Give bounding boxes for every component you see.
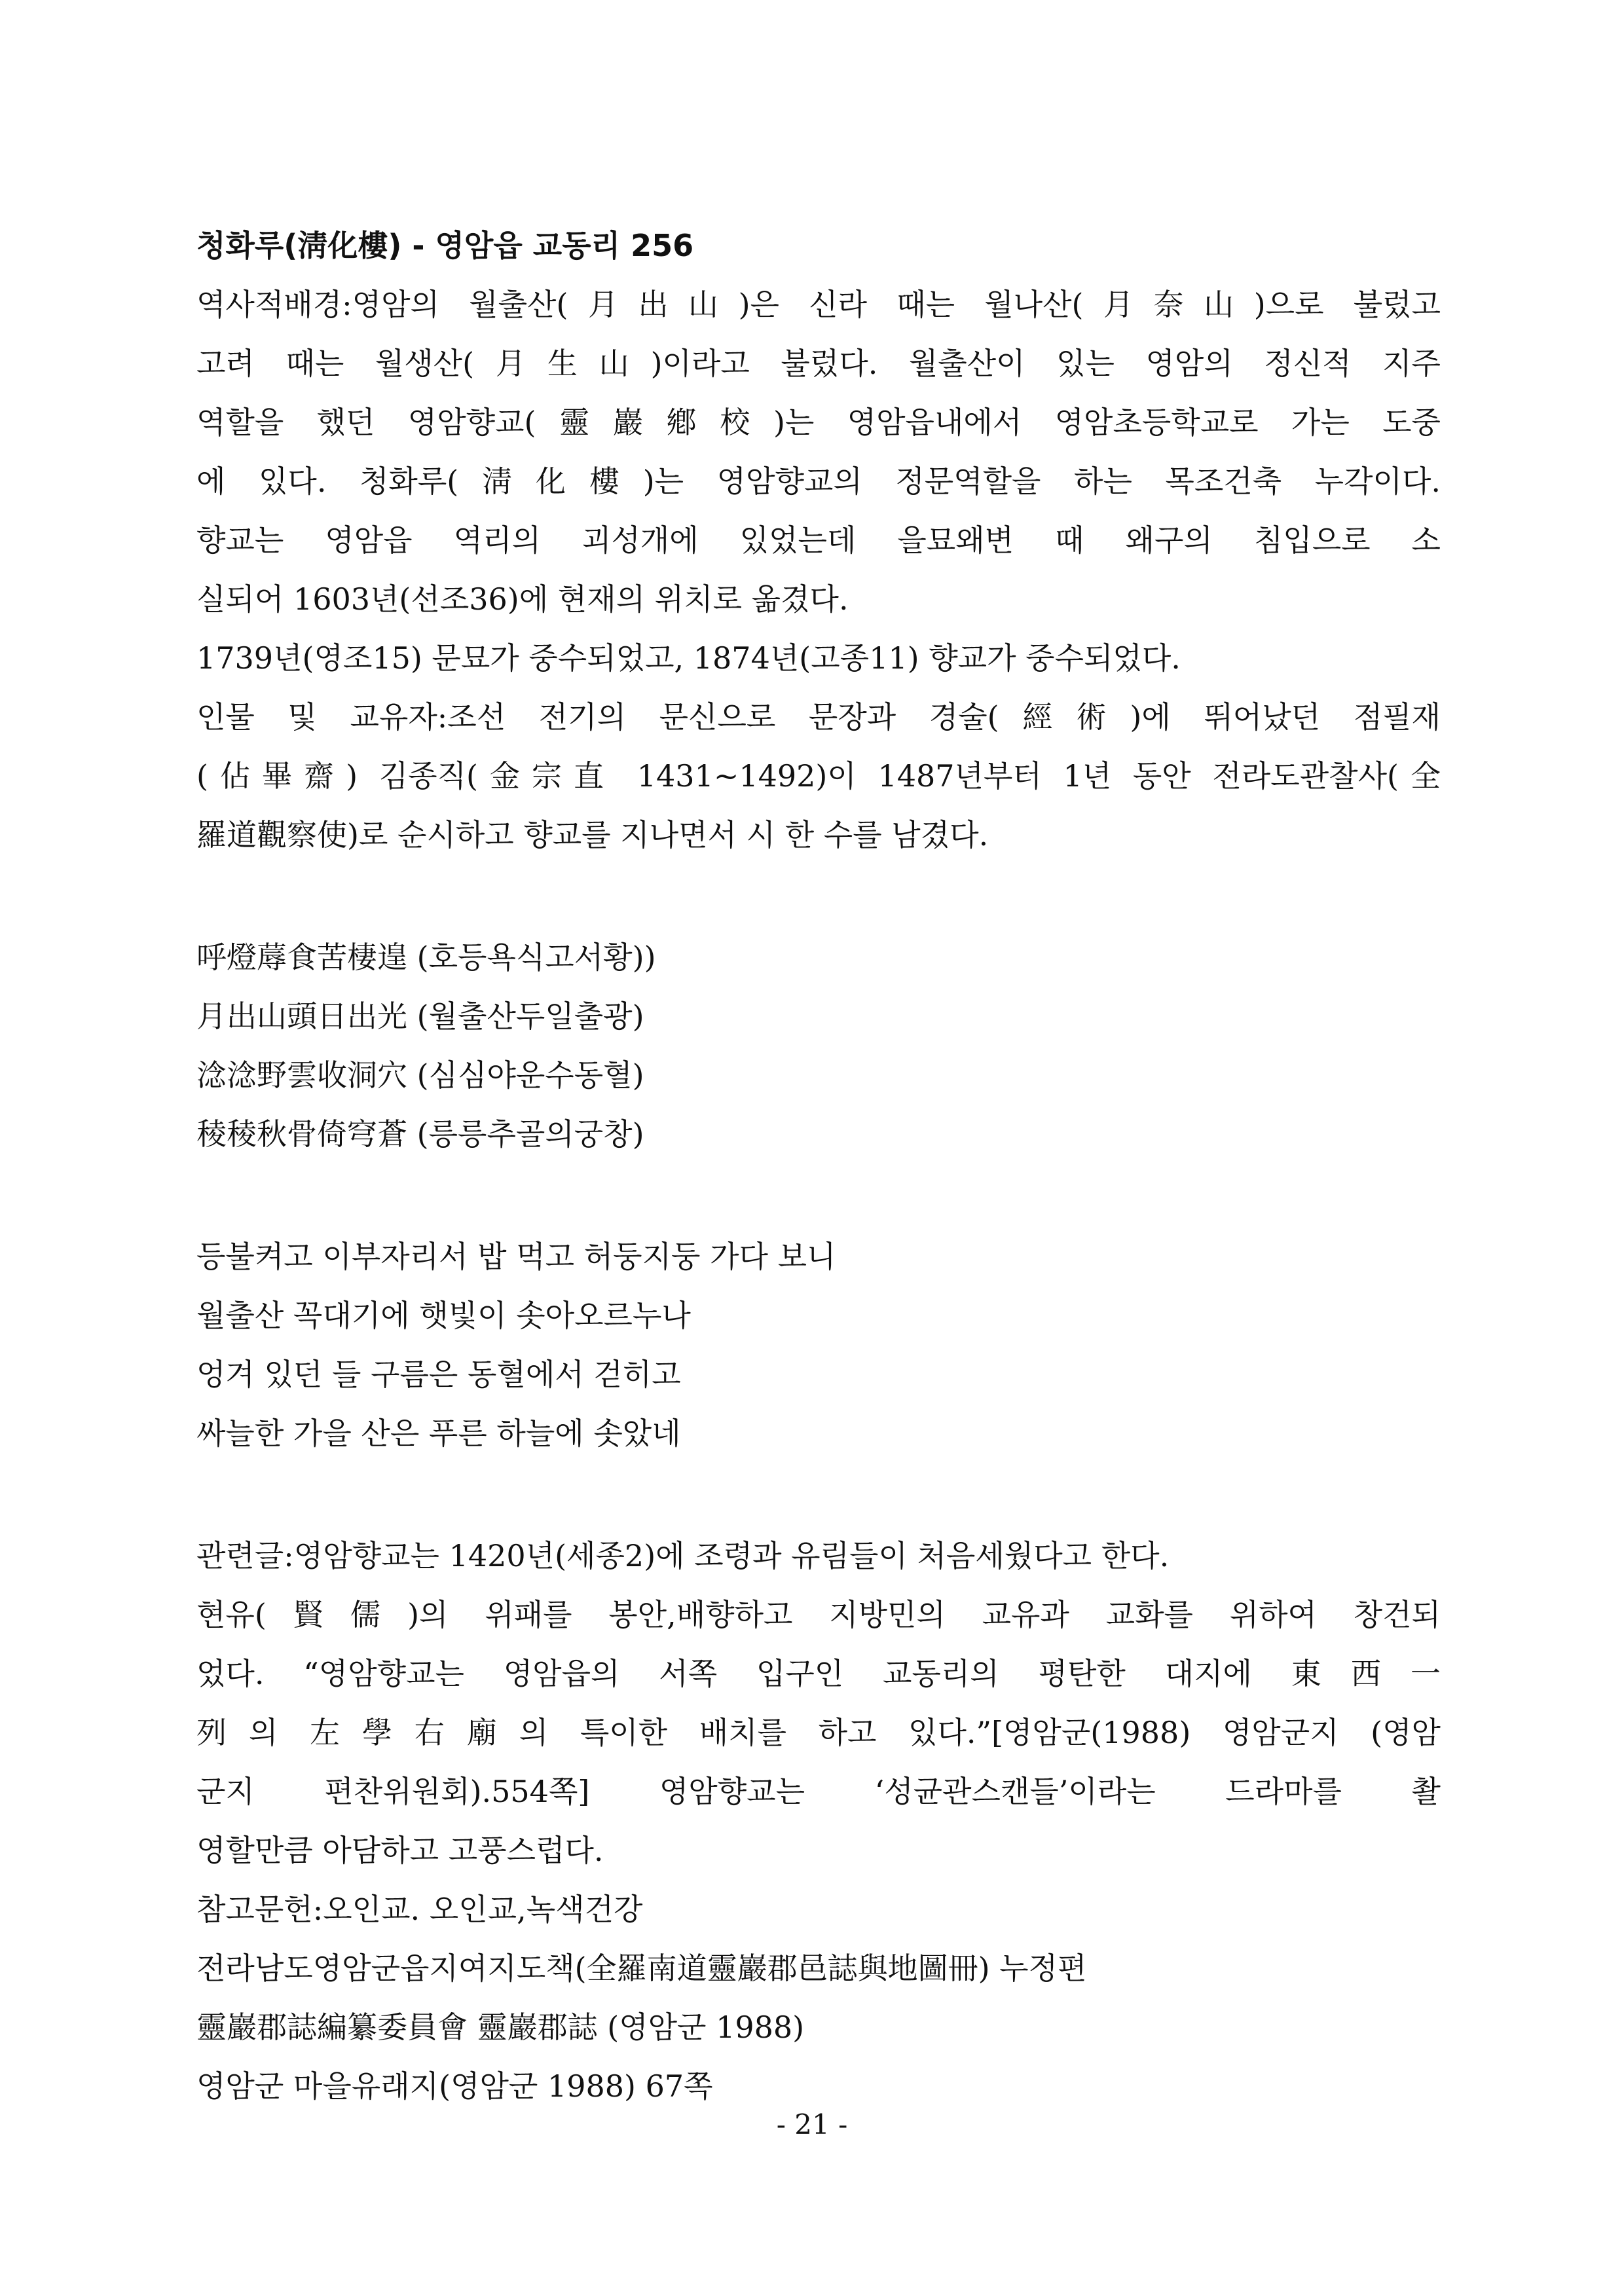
history-section: [196, 275, 1441, 864]
document-body: [196, 216, 1441, 2116]
history-line: 역할을 했던 영암향교(靈巖鄕校)는 영암읍내에서 영암초등학교로 가는 도중: [196, 405, 1441, 440]
history-line: 향교는 영암읍 역리의 괴성개에 있었는데 을묘왜변 때 왜구의 침입으로 소: [196, 523, 1441, 558]
poem-korean-line: 엉겨 있던 들 구름은 동혈에서 걷히고: [196, 1357, 681, 1392]
related-line: 었다. “영암향교는 영암읍의 서쪽 입구인 교동리의 평탄한 대지에 東西一: [196, 1656, 1441, 1691]
history-line: 에 있다. 청화루(淸化樓)는 영암향교의 정문역할을 하는 목조건축 누각이다.: [196, 464, 1441, 499]
poem-korean-line: 월출산 꼭대기에 햇빛이 솟아오르누나: [196, 1298, 691, 1333]
poem-korean: [196, 1227, 1441, 1463]
history-line: 인물 및 교유자:조선 전기의 문신으로 문장과 경술(經術)에 뛰어났던 점필재: [196, 699, 1441, 735]
references-line: 전라남도영암군읍지여지도책(全羅南道靈巖郡邑誌與地圖冊) 누정편: [196, 1951, 1087, 1986]
references-line: 靈巖郡誌編纂委員會 靈巖郡誌 (영암군 1988): [196, 2010, 805, 2045]
history-line: 실되어 1603년(선조36)에 현재의 위치로 옮겼다.: [196, 581, 849, 617]
history-line: 고려 때는 월생산(月生山)이라고 불렀다. 월출산이 있는 영암의 정신적 지주: [196, 346, 1441, 381]
poem-hanja-line: 月出山頭日出光 (월출산두일출광): [196, 999, 644, 1034]
related-line: 관련글:영암향교는 1420년(세종2)에 조령과 유림들이 처음세웠다고 한다.: [196, 1538, 1170, 1573]
references-line: 영암군 마을유래지(영암군 1988) 67쪽: [196, 2068, 713, 2104]
related-line: 列의 左學右廟의 특이한 배치를 하고 있다.”[영암군(1988) 영암군지 (영암: [196, 1715, 1441, 1750]
poem-korean-line: 싸늘한 가을 산은 푸른 하늘에 솟았네: [196, 1416, 681, 1451]
paragraph-gap: [196, 1463, 1441, 1526]
poem-korean-line: 등불켜고 이부자리서 밥 먹고 허둥지둥 가다 보니: [196, 1239, 836, 1274]
history-line: 역사적배경:영암의 월출산(月出山)은 신라 때는 월나산(月奈山)으로 불렀고: [196, 287, 1441, 322]
related-section: [196, 1526, 1441, 2116]
related-line: 현유(賢儒)의 위패를 봉안,배향하고 지방민의 교유과 교화를 위하여 창건되: [196, 1597, 1441, 1632]
history-line: 羅道觀察使)로 순시하고 향교를 지나면서 시 한 수를 남겼다.: [196, 817, 989, 853]
references-line: 참고문헌:오인교. 오인교,녹색건강: [196, 1892, 643, 1927]
paragraph-gap: [196, 864, 1441, 928]
poem-hanja-line: 稜稜秋骨倚穹蒼 (릉릉추골의궁창): [196, 1116, 644, 1152]
paragraph-gap: [196, 1164, 1441, 1227]
document-title: 청화루(淸化樓) - 영암읍 교동리 256: [196, 228, 694, 263]
history-line: (佔畢齋) 김종직(金宗直 1431~1492)이 1487년부터 1년 동안 전라도관찰사(全: [196, 758, 1441, 794]
related-line: 영할만큼 아담하고 고풍스럽다.: [196, 1833, 604, 1868]
page-number: - 21 -: [776, 2108, 848, 2140]
poem-hanja-line: 淰淰野雲收洞穴 (심심야운수동혈): [196, 1057, 644, 1093]
poem-hanja-line: 呼燈蓐食苦棲遑 (호등욕식고서황)): [196, 940, 656, 975]
history-line: 1739년(영조15) 문묘가 중수되었고, 1874년(고종11) 향교가 중수되었다.: [196, 640, 1181, 676]
related-line: 군지 편찬위원회).554쪽] 영암향교는 ‘성균관스캔들’이라는 드라마를 촬: [196, 1774, 1441, 1809]
poem-hanja: [196, 928, 1441, 1164]
